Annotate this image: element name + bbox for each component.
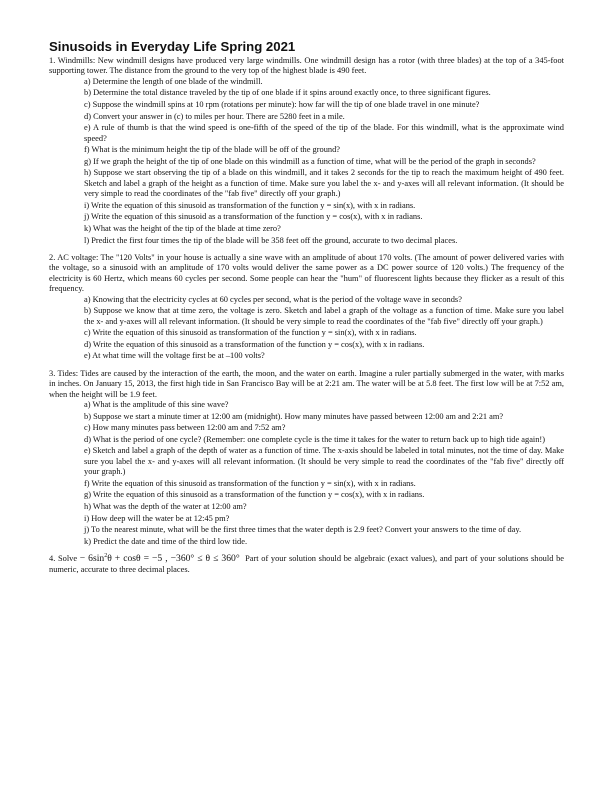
list-item: c) How many minutes pass between 12:00 am and 7:52 am? xyxy=(84,423,286,433)
list-item: a) What is the amplitude of this sine wave? xyxy=(84,400,229,409)
list-item: e) At what time will the voltage first be at –100 volts? xyxy=(84,351,265,361)
list-item: a) Determine the length of one blade of the windmill. xyxy=(84,76,263,86)
list-item: b) Suppose we know that at time zero, the voltage is zero. Sketch and label a graph of the voltage as a function of time. Make sure you label the x- and y-axes will all relevant information. (It should be very simple to read the coordinates of the "fab five" directly off your graph.) xyxy=(84,306,564,326)
list-item: d) What is the period of one cycle? (Remember: one complete cycle is the time it takes for the water to return back up to high tide again!) xyxy=(84,434,546,444)
worksheet-page xyxy=(49,40,564,575)
question-4 xyxy=(49,554,564,575)
list-item: h) What was the depth of the water at 12:00 am? xyxy=(84,501,247,511)
list-item: d) Write the equation of this sinusoid as a transformation of the function y = cos(x), with x in radians. xyxy=(84,339,425,349)
question-2-intro: 2. AC voltage: The "120 Volts" in your house is actually a sine wave with an amplitude of about 170 volts. (The amount of power delivered varies with the voltage, so a sinusoid with an amplitude of 170 volts would deliver the same power as a DC power source of 120 volts.) The frequency of the electricity is 60 Hertz, which means 60 cycles per second. Some people can hear the "hum" of fluorescent lights because they flicker as a result of this frequency. xyxy=(49,252,564,294)
list-item: f) What is the minimum height the tip of the blade will be off of the ground? xyxy=(84,145,341,155)
page-title: Sinusoids in Everyday Life Spring 2021 xyxy=(49,39,296,54)
list-item: d) Convert your answer in (c) to miles per hour. There are 5280 feet in a mile. xyxy=(84,111,345,121)
equation-part-a: − 6sin xyxy=(79,553,105,565)
list-item: j) To the nearest minute, what will be the first three times that the water depth is 2.9 feet? Convert your answers to the time of day. xyxy=(84,525,522,535)
list-item: k) Predict the date and time of the third low tide. xyxy=(84,536,248,546)
equation xyxy=(80,553,240,564)
list-item: i) Write the equation of this sinusoid as transformation of the function y = sin(x), with x in radians. xyxy=(84,200,416,210)
question-1 xyxy=(49,56,564,246)
question-3-intro: 3. Tides: Tides are caused by the interaction of the earth, the moon, and the water on earth. Imagine a ruler partially submerged in the water, with marks in inches. On January 15, 2013, the first high tide in San Francisco Bay will be at 2:21 am. The water will be at 5.8 feet. The first low will be at 7:52 am, when the height will be 1.9 feet. xyxy=(49,368,564,399)
list-item: e) A rule of thumb is that the wind speed is one-fifth of the speed of the tip of the blade. For this windmill, what is the approximate wind speed? xyxy=(84,123,564,143)
list-item: l) Predict the first four times the tip of the blade will be 358 feet off the ground, accurate to two decimal places. xyxy=(84,235,458,245)
list-item: a) Knowing that the electricity cycles at 60 cycles per second, what is the period of the voltage wave in seconds? xyxy=(84,294,462,304)
list-item: g) Write the equation of this sinusoid as a transformation of the function y = cos(x), with x in radians. xyxy=(84,490,425,500)
question-1-intro: 1. Windmills: New windmill designs have produced very large windmills. One windmill design has a rotor (with three blades) at the top of a 345-foot supporting tower. The distance from the ground to the very top of the highest blade is 490 feet. xyxy=(49,56,564,76)
list-item: c) Write the equation of this sinusoid as transformation of the function y = sin(x), with x in radians. xyxy=(84,328,417,338)
question-2 xyxy=(49,253,564,362)
question-4-label: 4. Solve xyxy=(49,554,78,564)
question-4-text xyxy=(49,554,564,575)
question-3 xyxy=(49,369,564,547)
list-item: e) Sketch and label a graph of the depth of water as a function of time. The x-axis should be labeled in total minutes, not the time of day. Make sure you label the x- and y-axes will all relevant information. (It should be very simple to read the coordinates of the "fab five" directly off your graph.) xyxy=(84,446,564,477)
list-item: k) What was the height of the tip of the blade at time zero? xyxy=(84,223,281,233)
list-item: f) Write the equation of this sinusoid as transformation of the function y = sin(x), with x in radians. xyxy=(84,478,416,488)
list-item: i) How deep will the water be at 12:45 pm? xyxy=(84,513,230,523)
equation-part-b: θ + cosθ = −5 , −360° ≤ θ ≤ 360° xyxy=(107,553,240,565)
list-item: g) If we graph the height of the tip of one blade on this windmill as a function of time, what will be the period of the graph in seconds? xyxy=(84,156,536,166)
list-item: h) Suppose we start observing the tip of a blade on this windmill, and it takes 2 seconds for the tip to reach the maximum height of 490 feet. Sketch and label a graph of the height as a function of time. Make sure you label the x- and y-axes will all relevant information. (It should be very simple to read the coordinates of the "fab five" directly off your graph.) xyxy=(84,168,564,199)
equation-exponent: 2 xyxy=(104,552,108,559)
list-item: c) Suppose the windmill spins at 10 rpm (rotations per minute): how far will the tip of one blade travel in one minute? xyxy=(84,100,480,109)
list-item: j) Write the equation of this sinusoid as a transformation of the function y = cos(x), with x in radians. xyxy=(84,212,423,222)
question-1-parts xyxy=(49,77,564,246)
question-4-instructions: Part of your solution should be algebraic (exact values), and part of your solutions should be numeric, accurate to three decimal places. xyxy=(49,554,564,574)
question-3-parts xyxy=(49,400,564,547)
list-item: b) Suppose we start a minute timer at 12:00 am (midnight). How many minutes have passed between 12:00 am and 2:21 am? xyxy=(84,411,504,421)
list-item: b) Determine the total distance traveled by the tip of one blade if it spins around exactly once, to three significant figures. xyxy=(84,88,491,98)
question-2-parts xyxy=(49,295,564,362)
